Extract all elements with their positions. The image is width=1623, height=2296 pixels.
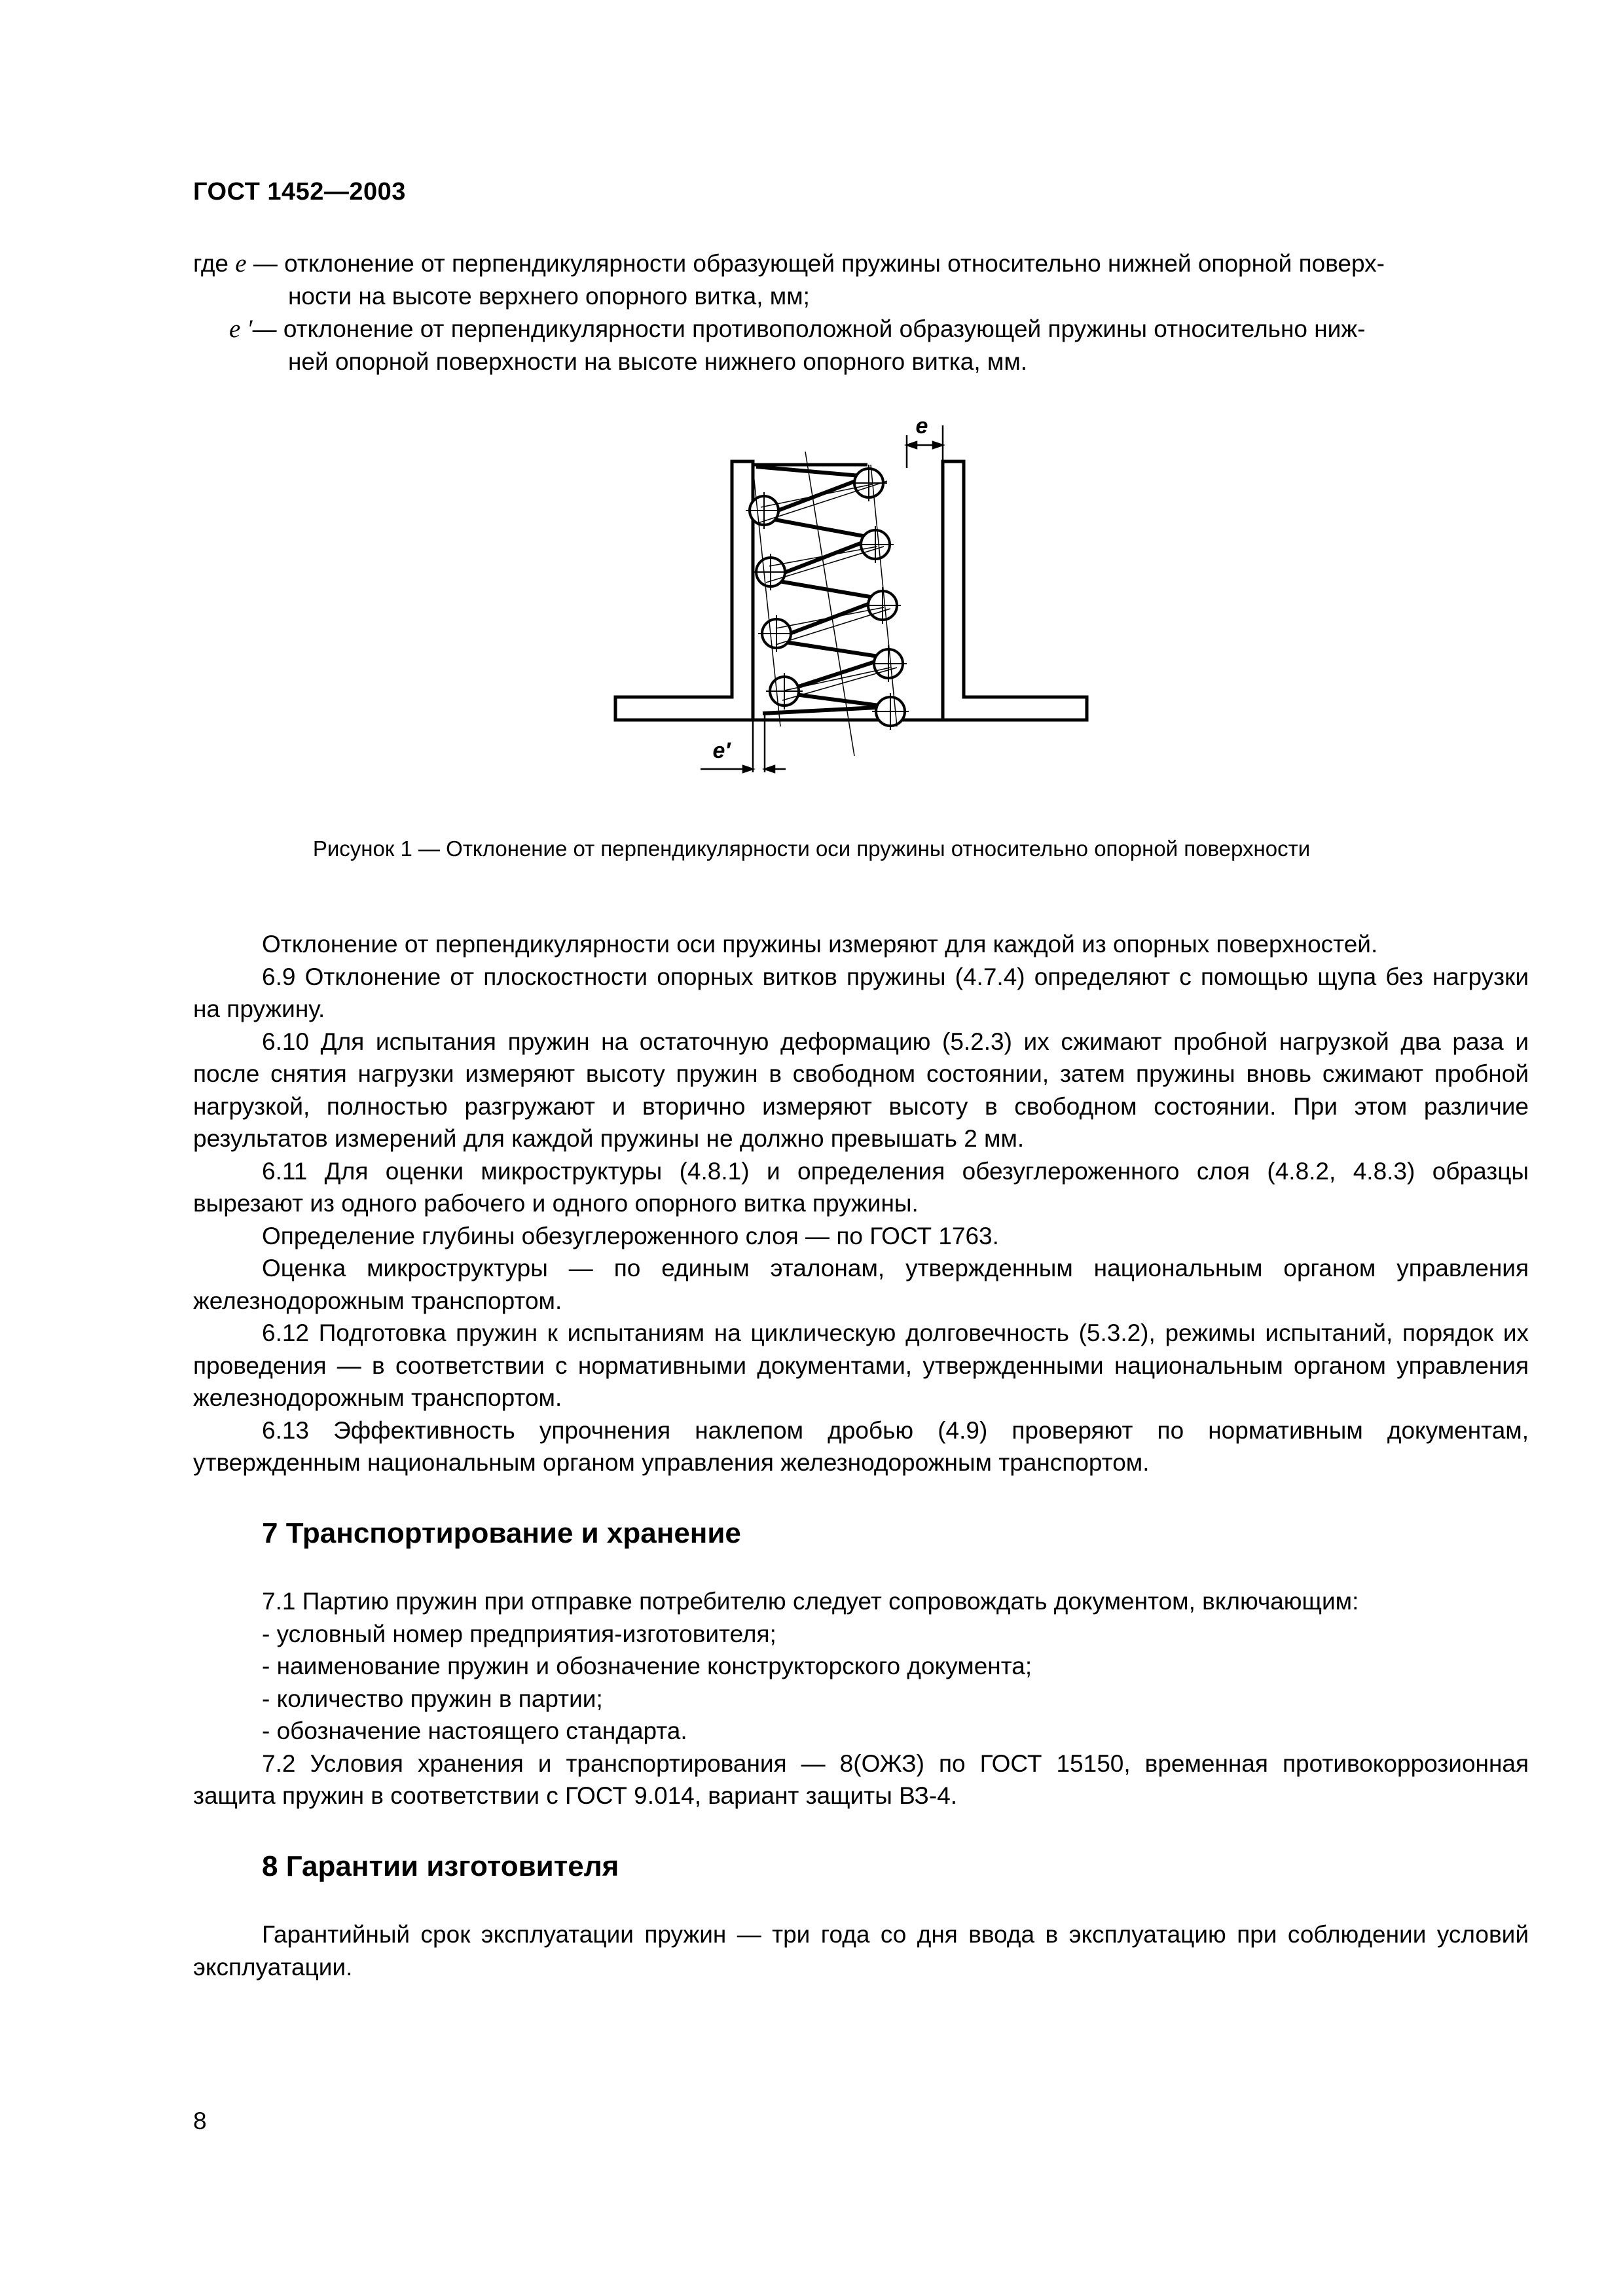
symbol-e: e — [235, 249, 247, 278]
label-e-prime: e′ — [712, 738, 731, 763]
paragraph: Отклонение от перпендикулярности оси пружины измеряют для каждой из опорных поверхностей. — [262, 931, 1378, 958]
paragraph-7-1: 7.1 Партию пружин при отправке потребителю следует сопровождать документом, включающим: — [262, 1588, 1359, 1615]
paragraph-6-10: 6.10 Для испытания пружин на остаточную деформацию (5.2.3) их сжимают пробной нагрузкой два раза и после снятия нагрузки измеряют высоту пружин в свободном состоянии, затем пружины вновь сжимают пробной нагрузкой, полностью разгружают и вторично измеряют высоту в свободном состоянии. При этом различие результатов измерений для каждой пружины не должно превышать 2 мм. — [193, 1028, 1529, 1152]
right-support-plate — [943, 461, 1087, 720]
figure-1-spring-diagram — [609, 399, 1093, 779]
symbol-definitions — [193, 247, 1529, 378]
list-item: - количество пружин в партии; — [262, 1685, 603, 1712]
paragraph-6-13: 6.13 Эффективность упрочнения наклепом дробью (4.9) проверяют по нормативным документам, утвержденным национальным органом управления железнодорожным транспортом. — [193, 1416, 1529, 1476]
paragraph-6-9: 6.9 Отклонение от плоскостности опорных витков пружины (4.7.4) определяют с помощью щупа без нагрузки на пружину. — [193, 963, 1529, 1022]
paragraph-6-12: 6.12 Подготовка пружин к испытаниям на циклическую долговечность (5.3.2), режимы испытаний, порядок их проведения — в соответствии с нормативными документами, утвержденными национальным органом управления железнодорожным транспортом. — [193, 1319, 1529, 1411]
paragraph-7-2: 7.2 Условия хранения и транспортирования — 8(ОЖЗ) по ГОСТ 15150, временная противокоррозионная защита пружин в соответствии с ГОСТ 9.014, вариант защиты ВЗ-4. — [193, 1749, 1529, 1809]
definition-text: — отклонение от перпендикулярности образующей пружины относительно нижней опорной поверх- — [246, 250, 1385, 277]
list-item: - обозначение настоящего стандарта. — [262, 1717, 687, 1744]
list-item: - условный номер предприятия-изготовителя; — [262, 1620, 776, 1647]
left-support-plate — [615, 461, 753, 720]
figure-caption: Рисунок 1 — Отклонение от перпендикулярности оси пружины относительно опорной поверхности — [312, 836, 1311, 861]
label-e: e — [915, 414, 928, 439]
paragraph-6-11: 6.11 Для оценки микроструктуры (4.8.1) и определения обезуглероженного слоя (4.8.2, 4.8.3) образцы вырезают из одного рабочего и одного опорного витка пружины. — [193, 1157, 1529, 1217]
page-number: 8 — [193, 2108, 207, 2134]
section-7-heading: 7 Транспортирование и хранение — [262, 1516, 741, 1549]
symbol-e-prime: e ′ — [229, 315, 253, 343]
list-item: - наименование пружин и обозначение конструкторского документа; — [262, 1653, 1032, 1679]
definition-text: — отклонение от перпендикулярности противоположной образующей пружины относительно ниж- — [252, 315, 1366, 342]
definition-continuation: ности на высоте верхнего опорного витка, мм; — [288, 283, 810, 310]
definition-continuation: ней опорной поверхности на высоте нижнего опорного витка, мм. — [288, 348, 1028, 375]
definition-e — [193, 247, 1529, 313]
paragraph: Определение глубины обезуглероженного слоя — по ГОСТ 1763. — [262, 1222, 999, 1249]
definition-e-prime — [193, 313, 1529, 378]
paragraph-8: Гарантийный срок эксплуатации пружин — три года со дня ввода в эксплуатацию при соблюдении условий эксплуатации. — [193, 1921, 1529, 1981]
section-8-heading: 8 Гарантии изготовителя — [262, 1850, 619, 1882]
document-header: ГОСТ 1452—2003 — [193, 178, 406, 206]
body-text — [193, 928, 1529, 1983]
paragraph: Оценка микроструктуры — по единым эталонам, утвержденным национальным органом управления железнодорожным транспортом. — [193, 1255, 1529, 1314]
definition-lead: где — [193, 250, 229, 277]
